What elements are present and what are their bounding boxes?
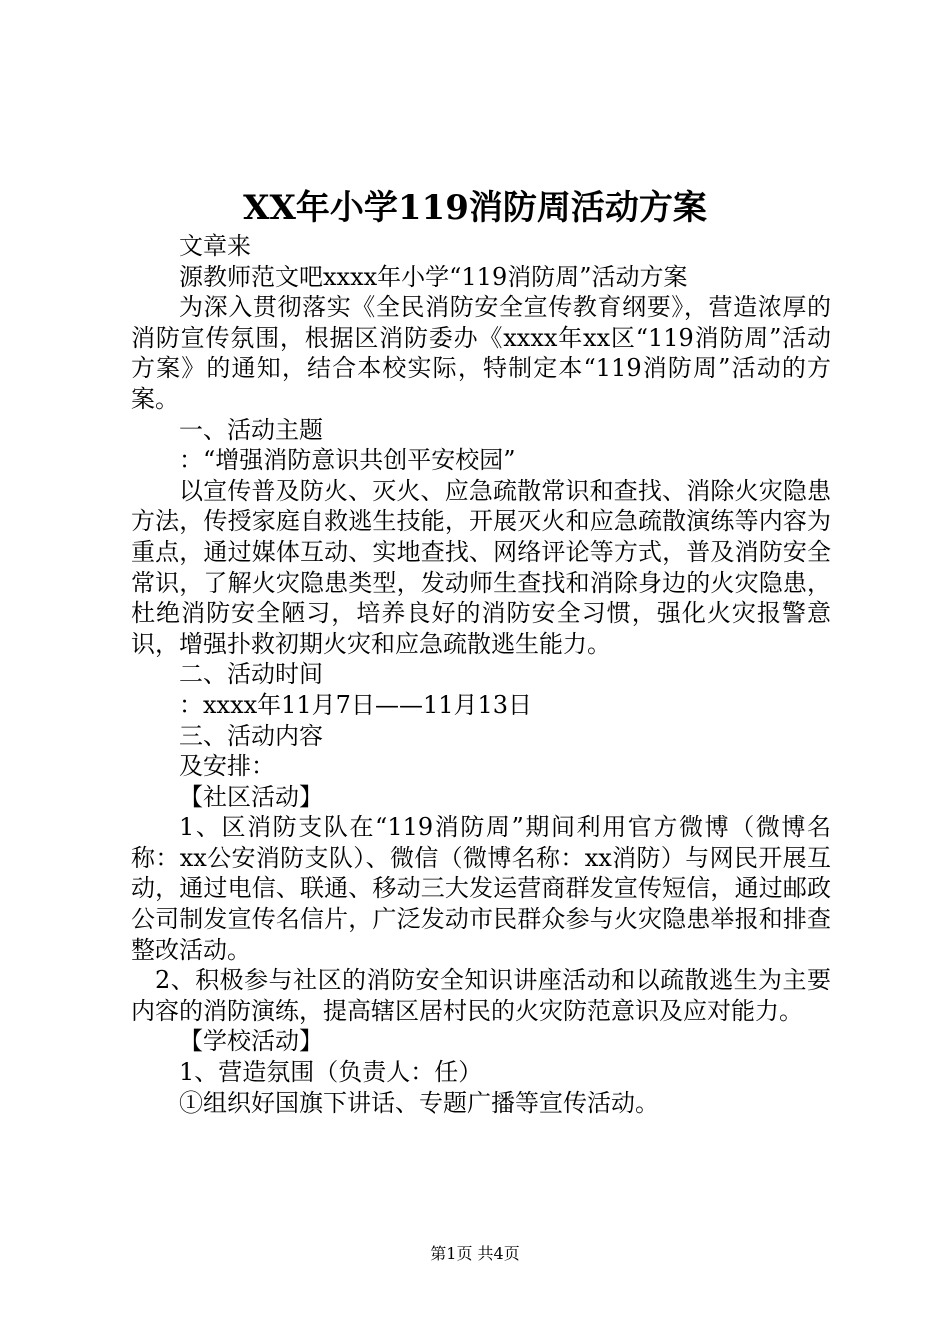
paragraph-intro: 为深入贯彻落实《全民消防安全宣传教育纲要》，营造浓厚的消防宣传氛围，根据区消防委办《xxxx年xx区“119消防周”活动方案》的通知，结合本校实际，特制定本“119消防周”活动的方案。: [131, 293, 831, 413]
subheading-community-activities: 【社区活动】: [179, 782, 323, 811]
section-heading-content: 三、活动内容: [179, 721, 323, 750]
paragraph-source-line-1: 文章来: [179, 232, 251, 260]
paragraph-school-item-1-sub-1: ①组织好国旗下讲话、专题广播等宣传活动。: [179, 1088, 659, 1117]
document-title: XX年小学119消防周活动方案: [243, 188, 707, 228]
paragraph-community-item-2: 2、积极参与社区的消防安全知识讲座活动和以疏散逃生为主要内容的消防演练，提高辖区居村民的火灾防范意识及应对能力。: [131, 966, 831, 1025]
paragraph-theme-description: 以宣传普及防火、灭火、应急疏散常识和查找、消除火灾隐患方法，传授家庭自救逃生技能，开展灭火和应急疏散演练等内容为重点，通过媒体互动、实地查找、网络评论等方式，普及消防安全常识，了解火灾隐患类型，发动师生查找和消除身边的火灾隐患，杜绝消防安全陋习，培养良好的消防安全习惯，强化火灾报警意识，增强扑救初期火灾和应急疏散逃生能力。: [131, 476, 831, 658]
document-body: [131, 231, 831, 1118]
paragraph-time-range: ：xxxx年11月7日——11月13日: [179, 690, 533, 719]
section-heading-time: 二、活动时间: [179, 660, 323, 689]
paragraph-source-line-2: 源教师范文吧xxxx年小学“119消防周”活动方案: [179, 262, 688, 291]
paragraph-arrangement: 及安排：: [179, 752, 275, 781]
section-heading-theme: 一、活动主题: [179, 415, 323, 444]
subheading-school-activities: 【学校活动】: [179, 1027, 323, 1056]
page-footer: 第1页 共4页: [430, 1244, 520, 1263]
paragraph-school-item-1: 1、营造氛围（负责人：任）: [179, 1058, 483, 1087]
paragraph-community-item-1: 1、区消防支队在“119消防周”期间利用官方微博（微博名称：xx公安消防支队）、微信（微博名称：xx消防）与网民开展互动，通过电信、联通、移动三大发运营商群发宣传短信，通过邮政公司制发宣传名信片，广泛发动市民群众参与火灾隐患举报和排查整改活动。: [131, 813, 831, 964]
paragraph-theme-slogan: ：“增强消防意识共创平安校园”: [179, 446, 516, 475]
